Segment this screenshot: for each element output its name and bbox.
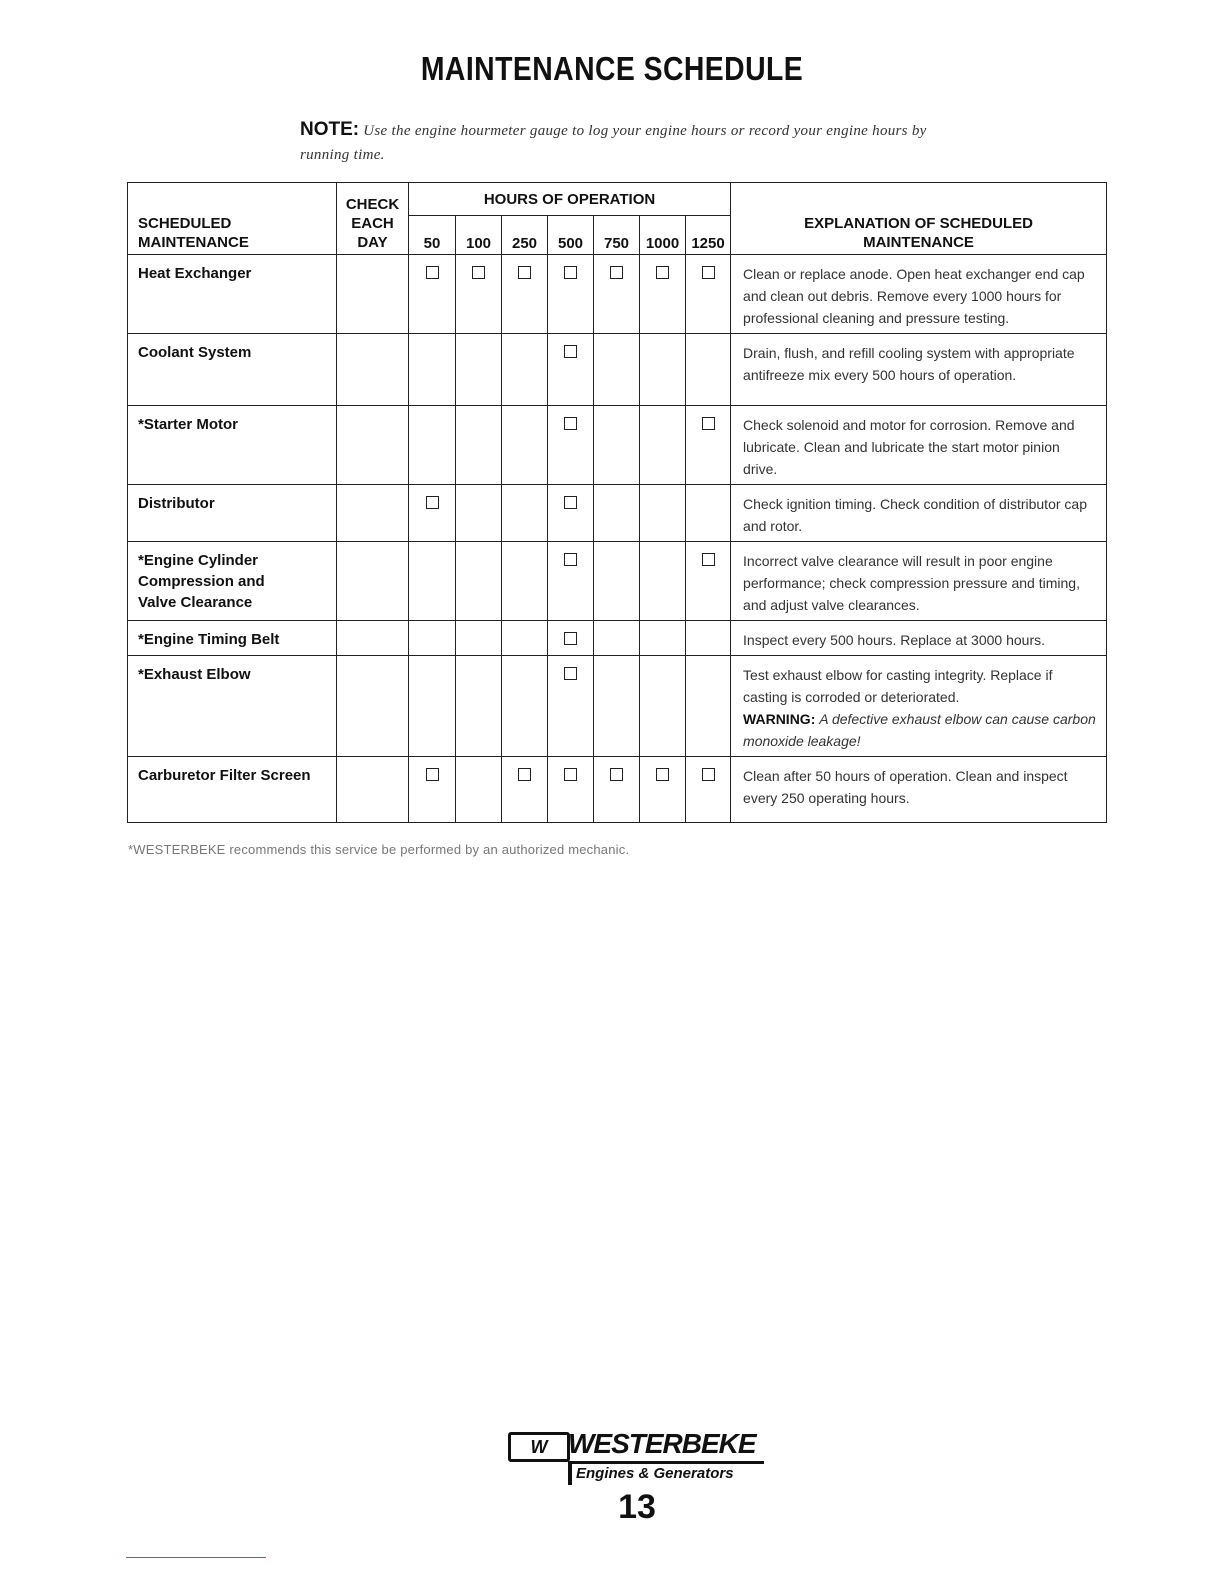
logo-rule xyxy=(568,1461,764,1464)
hours-cell xyxy=(594,656,640,757)
checkbox-icon[interactable] xyxy=(610,266,623,279)
explanation-cell xyxy=(731,757,1107,823)
maintenance-item-line: *Exhaust Elbow xyxy=(138,666,251,683)
checkbox-icon[interactable] xyxy=(702,768,715,781)
header-explanation-line1: EXPLANATION OF SCHEDULED xyxy=(804,215,1033,232)
hours-cell xyxy=(594,334,640,406)
hours-cell xyxy=(548,757,594,823)
hours-cell xyxy=(686,621,731,656)
maintenance-item-line: Distributor xyxy=(138,495,215,512)
maintenance-item xyxy=(128,406,337,485)
maintenance-item xyxy=(128,255,337,334)
page-title: MAINTENANCE SCHEDULE xyxy=(420,50,804,87)
hours-cell xyxy=(456,656,502,757)
header-explanation-line2: MAINTENANCE xyxy=(863,234,974,251)
header-check-each-day xyxy=(337,183,409,255)
hours-cell xyxy=(409,542,456,621)
hours-cell xyxy=(502,621,548,656)
maintenance-item-line: Heat Exchanger xyxy=(138,265,252,282)
hours-cell xyxy=(548,621,594,656)
hours-cell xyxy=(456,621,502,656)
hours-cell xyxy=(640,542,686,621)
table-row xyxy=(128,485,1107,542)
explanation-text: Clean or replace anode. Open heat exchanger end cap and clean out debris. Remove every 1000 hours for professional cleaning and pressure testing. xyxy=(743,266,1085,326)
hours-cell xyxy=(686,406,731,485)
warning-label: WARNING: xyxy=(743,711,816,727)
explanation-cell xyxy=(731,621,1107,656)
hours-cell xyxy=(456,542,502,621)
explanation-text: Incorrect valve clearance will result in poor engine performance; check compression pressure and timing, and adjust valve clearances. xyxy=(743,553,1080,613)
maintenance-item-line: Valve Clearance xyxy=(138,594,253,611)
checkbox-icon[interactable] xyxy=(426,266,439,279)
hours-cell xyxy=(686,757,731,823)
hours-cell xyxy=(594,255,640,334)
hours-cell xyxy=(502,757,548,823)
explanation-text: Inspect every 500 hours. Replace at 3000 hours. xyxy=(743,632,1045,648)
hours-cell xyxy=(456,334,502,406)
explanation-text: Drain, flush, and refill cooling system with appropriate antifreeze mix every 500 hours of operation. xyxy=(743,345,1075,383)
hours-cell xyxy=(548,542,594,621)
checkbox-icon[interactable] xyxy=(564,496,577,509)
hours-cell xyxy=(640,485,686,542)
hour-column-header: 100 xyxy=(456,216,502,255)
hours-cell xyxy=(409,656,456,757)
hours-cell xyxy=(548,406,594,485)
checkbox-icon[interactable] xyxy=(518,768,531,781)
table-row xyxy=(128,406,1107,485)
checkbox-icon[interactable] xyxy=(426,496,439,509)
hour-column-header: 750 xyxy=(594,216,640,255)
check-each-day-cell xyxy=(337,757,409,823)
hours-cell xyxy=(409,406,456,485)
header-check-line3: DAY xyxy=(357,234,388,251)
explanation-cell xyxy=(731,334,1107,406)
hours-cell xyxy=(686,542,731,621)
maintenance-item-line: Coolant System xyxy=(138,344,252,361)
maintenance-item-line: *Engine Timing Belt xyxy=(138,631,280,648)
logo-tagline: Engines & Generators xyxy=(576,1465,734,1482)
hours-cell xyxy=(594,542,640,621)
hours-cell xyxy=(409,334,456,406)
hour-column-header: 1250 xyxy=(686,216,731,255)
logo-mark-icon: W xyxy=(508,1432,570,1462)
hours-cell xyxy=(502,485,548,542)
check-each-day-cell xyxy=(337,334,409,406)
hours-cell xyxy=(456,255,502,334)
table-body xyxy=(128,255,1107,823)
hour-column-header: 50 xyxy=(409,216,456,255)
hours-cell xyxy=(686,255,731,334)
checkbox-icon[interactable] xyxy=(564,266,577,279)
header-check-line1: CHECK xyxy=(345,196,400,213)
logo-name: WESTERBEKE xyxy=(568,1428,756,1459)
hours-cell xyxy=(686,656,731,757)
maintenance-item-line: *Starter Motor xyxy=(138,416,239,433)
hours-cell xyxy=(640,406,686,485)
checkbox-icon[interactable] xyxy=(702,266,715,279)
hour-column-header: 1000 xyxy=(640,216,686,255)
maintenance-item xyxy=(128,485,337,542)
header-hours-of-operation: HOURS OF OPERATION xyxy=(409,183,731,216)
hours-cell xyxy=(640,255,686,334)
hours-cell xyxy=(594,485,640,542)
explanation-cell xyxy=(731,542,1107,621)
hour-column-header: 500 xyxy=(548,216,594,255)
checkbox-icon[interactable] xyxy=(564,667,577,680)
checkbox-icon[interactable] xyxy=(564,768,577,781)
header-explanation xyxy=(731,183,1107,255)
checkbox-icon[interactable] xyxy=(702,417,715,430)
hours-cell xyxy=(548,334,594,406)
maintenance-item xyxy=(128,621,337,656)
explanation-text: Test exhaust elbow for casting integrity. Replace if casting is corroded or deteriorated. xyxy=(743,667,1053,705)
table-row xyxy=(128,255,1107,334)
hours-cell xyxy=(456,485,502,542)
hours-cell xyxy=(502,542,548,621)
hours-cell xyxy=(640,757,686,823)
page-number: 13 xyxy=(618,1488,656,1526)
table-row xyxy=(128,757,1107,823)
page-edge-line xyxy=(126,1557,266,1558)
hours-cell xyxy=(409,621,456,656)
hours-cell xyxy=(548,656,594,757)
maintenance-item xyxy=(128,757,337,823)
explanation-text: Check ignition timing. Check condition of distributor cap and rotor. xyxy=(743,496,1087,534)
header-scheduled-line1: SCHEDULED xyxy=(138,215,232,232)
check-each-day-cell xyxy=(337,406,409,485)
checkbox-icon[interactable] xyxy=(610,768,623,781)
checkbox-icon[interactable] xyxy=(564,553,577,566)
checkbox-icon[interactable] xyxy=(564,417,577,430)
note xyxy=(300,118,940,167)
explanation-text: Check solenoid and motor for corrosion. Remove and lubricate. Clean and lubricate the start motor pinion drive. xyxy=(743,417,1075,477)
hours-cell xyxy=(594,621,640,656)
hours-cell xyxy=(456,757,502,823)
checkbox-icon[interactable] xyxy=(656,768,669,781)
table-row xyxy=(128,621,1107,656)
hours-cell xyxy=(409,255,456,334)
checkbox-icon[interactable] xyxy=(518,266,531,279)
checkbox-icon[interactable] xyxy=(656,266,669,279)
hours-cell xyxy=(594,406,640,485)
explanation-cell xyxy=(731,406,1107,485)
logo-stem xyxy=(568,1461,572,1485)
check-each-day-cell xyxy=(337,255,409,334)
checkbox-icon[interactable] xyxy=(426,768,439,781)
note-label: NOTE: xyxy=(300,119,360,140)
hours-cell xyxy=(456,406,502,485)
table-row xyxy=(128,334,1107,406)
maintenance-item-line: Carburetor Filter Screen xyxy=(138,767,311,784)
explanation-cell xyxy=(731,656,1107,757)
check-each-day-cell xyxy=(337,542,409,621)
hour-column-header: 250 xyxy=(502,216,548,255)
note-text: Use the engine hourmeter gauge to log your engine hours or record your engine hours by running time. xyxy=(300,123,927,163)
checkbox-icon[interactable] xyxy=(564,632,577,645)
check-each-day-cell xyxy=(337,656,409,757)
maintenance-item xyxy=(128,656,337,757)
maintenance-table xyxy=(127,182,1107,823)
warning xyxy=(743,708,1096,752)
hours-cell xyxy=(686,334,731,406)
table-row xyxy=(128,542,1107,621)
hours-cell xyxy=(640,621,686,656)
hours-cell xyxy=(502,406,548,485)
hours-cell xyxy=(594,757,640,823)
westerbeke-logo xyxy=(508,1428,768,1488)
hours-cell xyxy=(502,334,548,406)
checkbox-icon[interactable] xyxy=(564,345,577,358)
check-each-day-cell xyxy=(337,621,409,656)
header-scheduled-maintenance xyxy=(128,183,337,255)
check-each-day-cell xyxy=(337,485,409,542)
explanation-cell xyxy=(731,255,1107,334)
header-check-line2: EACH xyxy=(351,215,394,232)
hours-cell xyxy=(686,485,731,542)
footnote: *WESTERBEKE recommends this service be performed by an authorized mechanic. xyxy=(128,842,630,857)
warning-text: A defective exhaust elbow can cause carbon monoxide leakage! xyxy=(743,711,1096,749)
hours-cell xyxy=(409,757,456,823)
hours-cell xyxy=(640,656,686,757)
hours-cell xyxy=(548,255,594,334)
checkbox-icon[interactable] xyxy=(702,553,715,566)
maintenance-item-line: *Engine Cylinder xyxy=(138,552,259,569)
hours-cell xyxy=(409,485,456,542)
header-scheduled-line2: MAINTENANCE xyxy=(138,234,249,251)
hours-cell xyxy=(502,656,548,757)
explanation-cell xyxy=(731,485,1107,542)
table-row xyxy=(128,656,1107,757)
hours-cell xyxy=(548,485,594,542)
maintenance-item xyxy=(128,334,337,406)
checkbox-icon[interactable] xyxy=(472,266,485,279)
hours-cell xyxy=(502,255,548,334)
explanation-text: Clean after 50 hours of operation. Clean and inspect every 250 operating hours. xyxy=(743,768,1068,806)
hours-cell xyxy=(640,334,686,406)
maintenance-item-line: Compression and xyxy=(138,573,265,590)
maintenance-item xyxy=(128,542,337,621)
